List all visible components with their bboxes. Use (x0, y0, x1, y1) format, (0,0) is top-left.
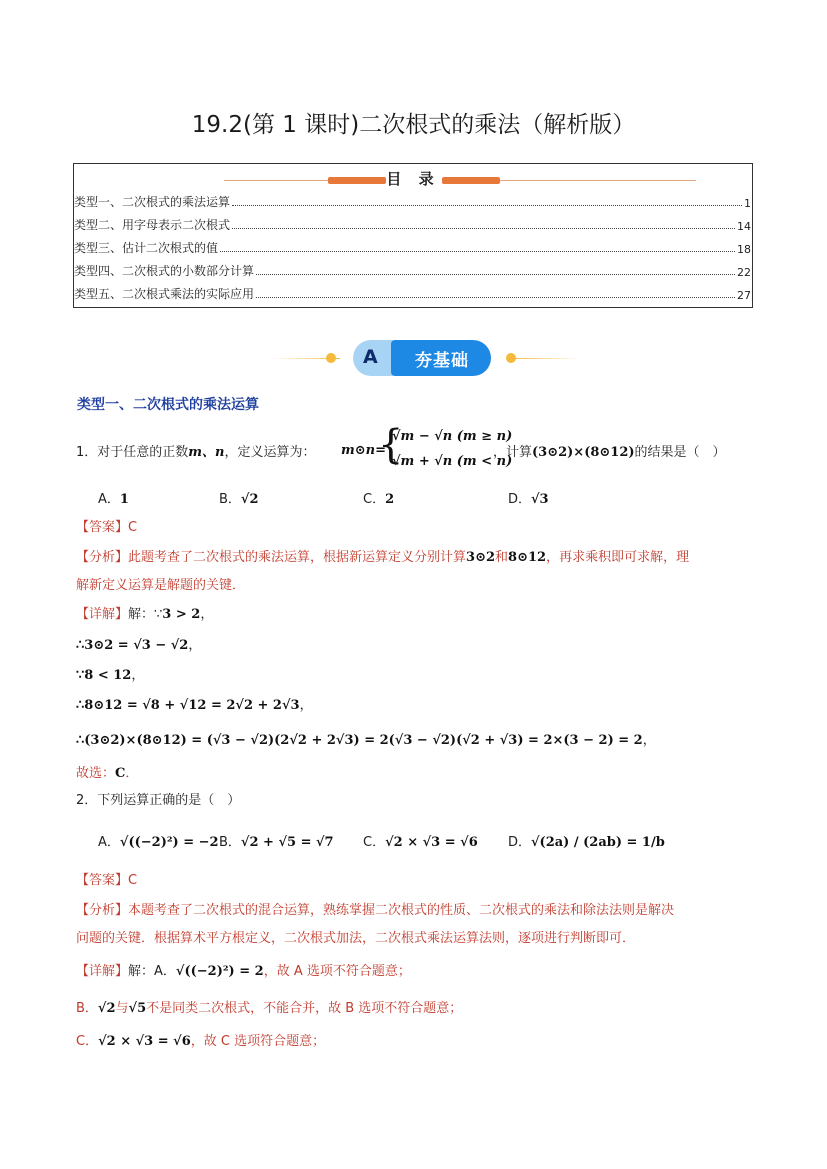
toc-item[interactable] (74, 213, 752, 233)
detail-a-prefix: 解：A． (128, 964, 176, 979)
detail-comma: ， (131, 668, 145, 683)
q1-answer (76, 516, 137, 535)
q2-stem: 2．下列运算正确的是（ ） (76, 793, 241, 808)
analysis-text: 此题考查了二次根式的乘法运算，根据新运算定义分别计算 (128, 550, 467, 565)
option-value: √(2a) / (2ab) = 1/b (531, 835, 665, 850)
option-value: √((−2)²) = −2 (119, 835, 219, 850)
q1-case1: √m − √n (m ≥ n) (392, 429, 513, 444)
toc-item[interactable] (74, 282, 752, 302)
detail-comma: ， (200, 607, 214, 622)
detail-c-expr: √2 × √3 = √6 (98, 1034, 191, 1049)
detail-comma: ， (642, 733, 656, 748)
badge-text: 夯基础 (415, 351, 469, 371)
analysis-expr-2: 8⊙12 (508, 550, 547, 565)
detail-expr: 3 > 2 (162, 607, 201, 622)
q1-detail-line3 (76, 664, 144, 683)
toc-item-page: 14 (737, 220, 751, 233)
toc-header (74, 168, 752, 190)
toc-item-label: 类型五、二次根式乘法的实际应用 (74, 287, 255, 301)
detail-expr: ∴8⊙12 = √8 + √12 = 2√2 + 2√3 (76, 698, 300, 713)
choice-label: 故选： (76, 766, 116, 781)
q1-option-c[interactable] (363, 488, 394, 507)
section-heading: 类型一、二次根式的乘法运算 (77, 397, 259, 413)
badge-rule-right (512, 358, 580, 359)
option-key: D． (508, 835, 532, 850)
q2-option-a[interactable] (98, 831, 219, 850)
badge-dot-left (326, 353, 336, 363)
toc-leader (256, 297, 735, 298)
q1-option-d[interactable] (508, 488, 549, 507)
q1-detail-line5 (76, 729, 656, 748)
q1-analysis-line1 (76, 546, 689, 565)
option-key: A． (98, 492, 120, 507)
toc-leader (232, 205, 742, 206)
q1-choice (76, 762, 138, 781)
q1-stem-b: ，定义运算为： (224, 445, 316, 460)
q2-answer (76, 869, 137, 888)
toc-item-label: 类型二、用字母表示二次根式 (74, 218, 231, 232)
analysis-tag: 【分析】 (76, 903, 129, 918)
detail-tag: 【详解】 (76, 607, 129, 622)
toc-item[interactable] (74, 259, 752, 279)
toc-item[interactable] (74, 236, 752, 256)
badge-letter: A (363, 346, 378, 368)
detail-b-text: 不是同类二次根式，不能合并，故 B 选项不符合题意； (146, 1001, 463, 1016)
toc-leader (232, 228, 735, 229)
toc-item-label: 类型三、估计二次根式的值 (74, 241, 219, 255)
analysis-expr-1: 3⊙2 (466, 550, 496, 565)
analysis-and: 和 (495, 550, 509, 565)
choice-end: ． (125, 766, 139, 781)
q2-option-b[interactable] (219, 831, 334, 850)
q1-detail-line1 (76, 603, 213, 622)
toc-item-label: 类型一、二次根式的乘法运算 (74, 195, 231, 209)
option-value: 2 (385, 492, 395, 507)
toc-item-page: 22 (737, 266, 751, 279)
q2-option-d[interactable] (508, 831, 665, 850)
detail-expr: ∴3⊙2 = √3 − √2 (76, 638, 189, 653)
page-title: 19.2(第 1 课时)二次根式的乘法（解析版） (191, 112, 636, 138)
option-key: D． (508, 492, 532, 507)
option-key: B． (219, 835, 241, 850)
option-value: √2 (240, 492, 259, 507)
toc-item-page: 1 (744, 197, 751, 210)
detail-b-mid: 与 (115, 1001, 129, 1016)
option-key: C． (363, 492, 386, 507)
analysis-tag: 【分析】 (76, 550, 129, 565)
q1-option-a[interactable] (98, 488, 129, 507)
toc-title: 目 录 (386, 170, 440, 188)
toc-item[interactable] (74, 190, 752, 210)
option-value: √2 × √3 = √6 (385, 835, 478, 850)
option-key: C． (363, 835, 386, 850)
q2-option-c[interactable] (363, 831, 478, 850)
q1-stem-c: ，计算 (493, 445, 533, 460)
answer-value: C (128, 873, 138, 888)
detail-comma: ， (299, 698, 313, 713)
q1-stem-d: 的结果是（ ） (634, 445, 726, 460)
q1-def-lhs: m⊙n= (341, 443, 386, 458)
detail-b-expr-1: √2 (97, 1001, 116, 1016)
q1-stem-a: 1．对于任意的正数 (76, 445, 189, 460)
option-value: √2 + √5 = √7 (240, 835, 334, 850)
detail-b-prefix: B． (76, 1001, 98, 1016)
q1-stem-tail (493, 441, 726, 460)
toc-leader (220, 251, 735, 252)
analysis-text: 本题考查了二次根式的混合运算，熟练掌握二次根式的性质、二次根式的乘法和除法法则是解决 (128, 903, 675, 918)
detail-c-prefix: C． (76, 1034, 99, 1049)
option-key: B． (219, 492, 241, 507)
q1-detail-line2 (76, 634, 201, 653)
answer-value: C (128, 520, 138, 535)
toc-item-page: 18 (737, 243, 751, 256)
q1-option-b[interactable] (219, 488, 259, 507)
q1-expr: (3⊙2)×(8⊙12) (532, 445, 635, 460)
q2-detail-b (76, 997, 462, 1016)
q1-analysis-line2: 解新定义运算是解题的关键． (76, 578, 246, 593)
answer-tag: 【答案】 (76, 520, 129, 535)
q1-brace-icon: { (378, 422, 404, 468)
option-value: √3 (531, 492, 549, 507)
detail-intro: 解：∵ (128, 607, 163, 622)
option-value: 1 (119, 492, 129, 507)
option-key: A． (98, 835, 120, 850)
q2-analysis-line2: 问题的关键．根据算术平方根定义，二次根式加法，二次根式乘法运算法则，逐项进行判断即可． (76, 931, 636, 946)
detail-a-text: ，故 A 选项不符合题意； (263, 964, 411, 979)
q1-stem-mn: m、n (188, 445, 225, 460)
answer-tag: 【答案】 (76, 873, 129, 888)
q1-detail-line4 (76, 694, 313, 713)
toc-item-page: 27 (737, 289, 751, 302)
detail-tag: 【详解】 (76, 964, 129, 979)
detail-expr: ∴(3⊙2)×(8⊙12) = (√3 − √2)(2√2 + 2√3) = 2(√3 − √2)(√2 + √3) = 2×(3 − 2) = 2 (76, 733, 643, 748)
section-badge (353, 340, 491, 376)
detail-comma: ， (188, 638, 202, 653)
choice-value: C (115, 766, 126, 781)
detail-expr: ∵8 < 12 (76, 668, 132, 683)
toc-item-label: 类型四、二次根式的小数部分计算 (74, 264, 255, 278)
detail-a-expr: √((−2)²) = 2 (175, 964, 264, 979)
q2-detail-c (76, 1030, 325, 1049)
table-of-contents (73, 163, 753, 308)
q1-stem-line (76, 441, 316, 460)
detail-b-expr-2: √5 (128, 1001, 147, 1016)
detail-c-text: ，故 C 选项符合题意； (190, 1034, 326, 1049)
analysis-text-2: ，再求乘积即可求解，理 (546, 550, 690, 565)
toc-leader (256, 274, 735, 275)
q1-case2: √m + √n (m < n) (392, 454, 513, 469)
q2-detail-a (76, 960, 411, 979)
q2-analysis-line1 (76, 899, 674, 918)
